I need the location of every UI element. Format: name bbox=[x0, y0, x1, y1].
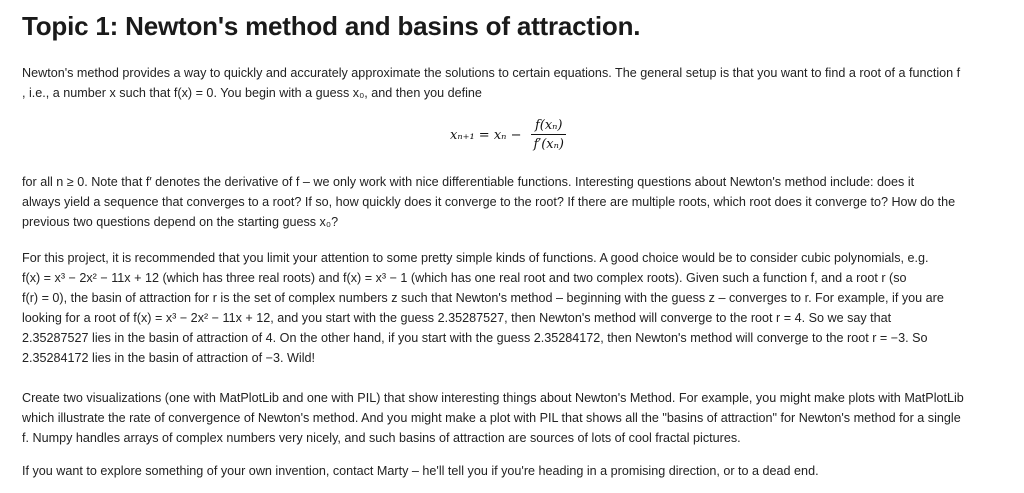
task-line: which illustrate the rate of convergence of Newton's method. And you might make a plot with PIL that shows all the "basins of attraction" for Newton's method for a single bbox=[22, 411, 961, 425]
questions-paragraph bbox=[22, 172, 1007, 232]
closing-paragraph: If you want to explore something of your own invention, contact Marty – he'll tell you if you're heading in a promising direction, or to a dead end. bbox=[22, 464, 819, 478]
formula-denominator: f′(xₙ) bbox=[531, 134, 566, 152]
task-line: f. Numpy handles arrays of complex numbers very nicely, and such basins of attraction are sources of lots of cool fractal pictures. bbox=[22, 431, 741, 445]
intro-paragraph bbox=[22, 63, 1007, 103]
questions-line: for all n ≥ 0. Note that f′ denotes the derivative of f – we only work with nice differentiable functions. Interesting questions about Newton's method include: does it bbox=[22, 175, 915, 189]
project-line: For this project, it is recommended that you limit your attention to some pretty simple kinds of functions. A good choice would be to consider cubic polynomials, e.g. bbox=[22, 251, 929, 265]
project-line: f(x) = x³ − 2x² − 11x + 12 (which has three real roots) and f(x) = x³ − 1 (which has one real root and two complex roots). Given such a function f, and a root r (so bbox=[22, 271, 907, 285]
project-line: looking for a root of f(x) = x³ − 2x² − 11x + 12, and you start with the guess 2.35287527, then Newton's method will converge to the root r = 4. So we say that bbox=[22, 311, 892, 325]
project-paragraph bbox=[22, 248, 1007, 368]
task-line: Create two visualizations (one with MatPlotLib and one with PIL) that show interesting things about Newton's Method. For example, you might make plots with MatPlotLib bbox=[22, 391, 964, 405]
newton-formula bbox=[450, 118, 566, 152]
project-line: 2.35284172 lies in the basin of attraction of −3. Wild! bbox=[22, 351, 315, 365]
intro-line-2: , i.e., a number x such that f(x) = 0. You begin with a guess x₀, and then you define bbox=[22, 86, 482, 100]
formula-fraction bbox=[531, 118, 566, 152]
task-paragraph bbox=[22, 388, 1007, 448]
page-title: Topic 1: Newton's method and basins of attraction. bbox=[22, 11, 641, 41]
questions-line: always yield a sequence that converges to a root? If so, how quickly does it converge to the root? If there are multiple roots, which root does it converge to? How do the bbox=[22, 195, 956, 209]
formula-numerator: f(xₙ) bbox=[534, 118, 563, 133]
project-line: 2.35287527 lies in the basin of attraction of 4. On the other hand, if you start with the guess 2.35284172, then Newton's method will converge to the root r = −3. So bbox=[22, 331, 928, 345]
intro-line-1: Newton's method provides a way to quickly and accurately approximate the solutions to certain equations. The general setup is that you want to find a root of a function f bbox=[22, 66, 961, 80]
project-line: f(r) = 0), the basin of attraction for r is the set of complex numbers z such that Newton's method – beginning with the guess z – converges to r. For example, if you are bbox=[22, 291, 944, 305]
formula-lhs: xₙ₊₁ = xₙ − bbox=[450, 127, 522, 143]
questions-line: previous two questions depend on the starting guess x₀? bbox=[22, 215, 339, 229]
